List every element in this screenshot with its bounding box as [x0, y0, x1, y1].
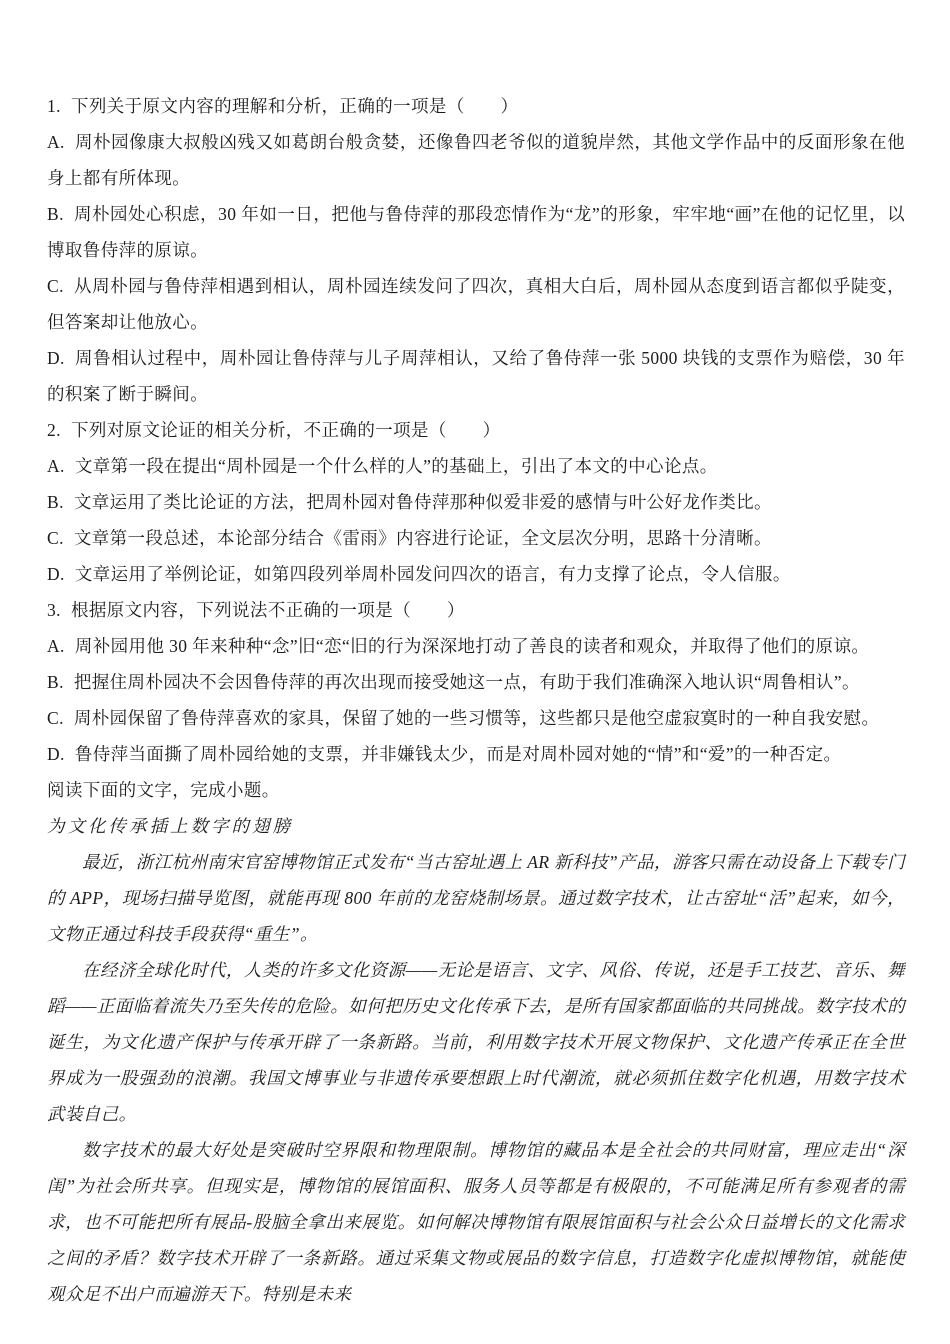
passage-paragraph-1: 最近，浙江杭州南宋官窑博物馆正式发布“当古窑址遇上 AR 新科技”产品，游客只需在动设备上下载专门的 APP，现场扫描导览图，就能再现 800 年前的龙窑烧制场景。通过数字技术，让古窑址“活”起来，如今，文物正通过科技手段获得“重生”。: [47, 852, 905, 944]
reading-section: [47, 772, 905, 1312]
option-text: 文章第一段在提出“周朴园是一个什么样的人”的基础上，引出了本文的中心论点。: [74, 456, 718, 476]
question-1-stem-text: 下列关于原文内容的理解和分析，正确的一项是（ ）: [70, 96, 519, 116]
option-label: C.: [47, 528, 64, 548]
question-3-option-a: [47, 628, 905, 664]
option-label: A.: [47, 132, 65, 152]
option-text: 周朴园保留了鲁侍萍喜欢的家具，保留了她的一些习惯等，这些都只是他空虚寂寞时的一种自我安慰。: [73, 708, 880, 728]
question-1-stem: [47, 88, 905, 124]
question-2: [47, 412, 905, 592]
option-label: C.: [47, 708, 64, 728]
option-label: B.: [47, 492, 64, 512]
question-1-option-a: [47, 124, 905, 196]
option-text: 鲁侍萍当面撕了周朴园给她的支票，并非嫌钱太少，而是对周朴园对她的“情”和“爱”的一种否定。: [74, 744, 842, 764]
question-3-option-d: [47, 736, 905, 772]
question-3-option-c: [47, 700, 905, 736]
question-2-option-d: [47, 556, 905, 592]
option-label: B.: [47, 672, 64, 692]
option-label: B.: [47, 204, 64, 224]
question-3-stem: [47, 592, 905, 628]
option-text: 周鲁相认过程中，周朴园让鲁侍萍与儿子周萍相认，又给了鲁侍萍一张 5000 块钱的支票作为赔偿，30 年的积案了断于瞬间。: [47, 348, 905, 404]
question-1: [47, 88, 905, 412]
option-label: D.: [47, 348, 65, 368]
question-2-option-a: [47, 448, 905, 484]
option-text: 周补园用他 30 年来种种“念”旧“恋“旧的行为深深地打动了善良的读者和观众，并取得了他们的原谅。: [74, 636, 870, 656]
question-1-number: 1.: [47, 96, 61, 116]
passage-paragraph-2: 在经济全球化时代，人类的许多文化资源——无论是语言、文字、风俗、传说，还是手工技艺、音乐、舞蹈——正面临着流失乃至失传的危险。如何把历史文化传承下去，是所有国家都面临的共同挑战。数字技术的诞生，为文化遗产保护与传承开辟了一条新路。当前，利用数字技术开展文物保护、文化遗产传承正在全世界成为一股强劲的浪潮。我国文博事业与非遗传承要想跟上时代潮流，就必须抓住数字化机遇，用数字技术武装自己。: [47, 960, 905, 1124]
passage-title: 为文化传承插上数字的翅膀: [47, 816, 293, 836]
question-3-stem-text: 根据原文内容，下列说法不正确的一项是（ ）: [70, 600, 465, 620]
question-2-stem: [47, 412, 905, 448]
option-label: A.: [47, 456, 65, 476]
question-2-option-c: [47, 520, 905, 556]
option-text: 周朴园处心积虑，30 年如一日，把他与鲁侍萍的那段恋情作为“龙”的形象，牢牢地“画”在他的记忆里，以博取鲁侍萍的原谅。: [47, 204, 905, 260]
option-text: 文章第一段总述，本论部分结合《雷雨》内容进行论证，全文层次分明，思路十分清晰。: [73, 528, 772, 548]
option-label: D.: [47, 744, 65, 764]
question-3-number: 3.: [47, 600, 61, 620]
question-3: [47, 592, 905, 772]
option-text: 文章运用了类比论证的方法，把周朴园对鲁侍萍那种似爱非爱的感情与叶公好龙作类比。: [73, 492, 772, 512]
option-label: D.: [47, 564, 65, 584]
question-1-option-c: [47, 268, 905, 340]
question-1-option-b: [47, 196, 905, 268]
option-text: 把握住周朴园决不会因鲁侍萍的再次出现而接受她这一点，有助于我们准确深入地认识“周鲁相认”。: [73, 672, 860, 692]
option-text: 从周朴园与鲁侍萍相遇到相认，周朴园连续发问了四次，真相大白后，周朴园从态度到语言都似乎陡变，但答案却让他放心。: [47, 276, 905, 332]
option-text: 文章运用了举例论证，如第四段列举周朴园发问四次的语言，有力支撑了论点，令人信服。: [74, 564, 791, 584]
option-label: A.: [47, 636, 65, 656]
question-2-number: 2.: [47, 420, 61, 440]
reading-instruction: 阅读下面的文字，完成小题。: [47, 780, 280, 800]
option-text: 周朴园像康大叔般凶残又如葛朗台般贪婪，还像鲁四老爷似的道貌岸然，其他文学作品中的反面形象在他身上都有所体现。: [47, 132, 905, 188]
passage-paragraph-3: 数字技术的最大好处是突破时空界限和物理限制。博物馆的藏品本是全社会的共同财富，理应走出“深闺”为社会所共享。但现实是，博物馆的展馆面积、服务人员等都是有极限的，不可能满足所有参观者的需求，也不可能把所有展品-股脑全拿出来展览。如何解决博物馆有限展馆面积与社会公众日益增长的文化需求之间的矛盾？数字技术开辟了一条新路。通过采集文物或展品的数字信息，打造数字化虚拟博物馆，就能使观众足不出户而遍游天下。特别是未来: [47, 1140, 905, 1304]
question-2-option-b: [47, 484, 905, 520]
option-label: C.: [47, 276, 64, 296]
question-3-option-b: [47, 664, 905, 700]
question-1-option-d: [47, 340, 905, 412]
question-2-stem-text: 下列对原文论证的相关分析，不正确的一项是（ ）: [70, 420, 501, 440]
